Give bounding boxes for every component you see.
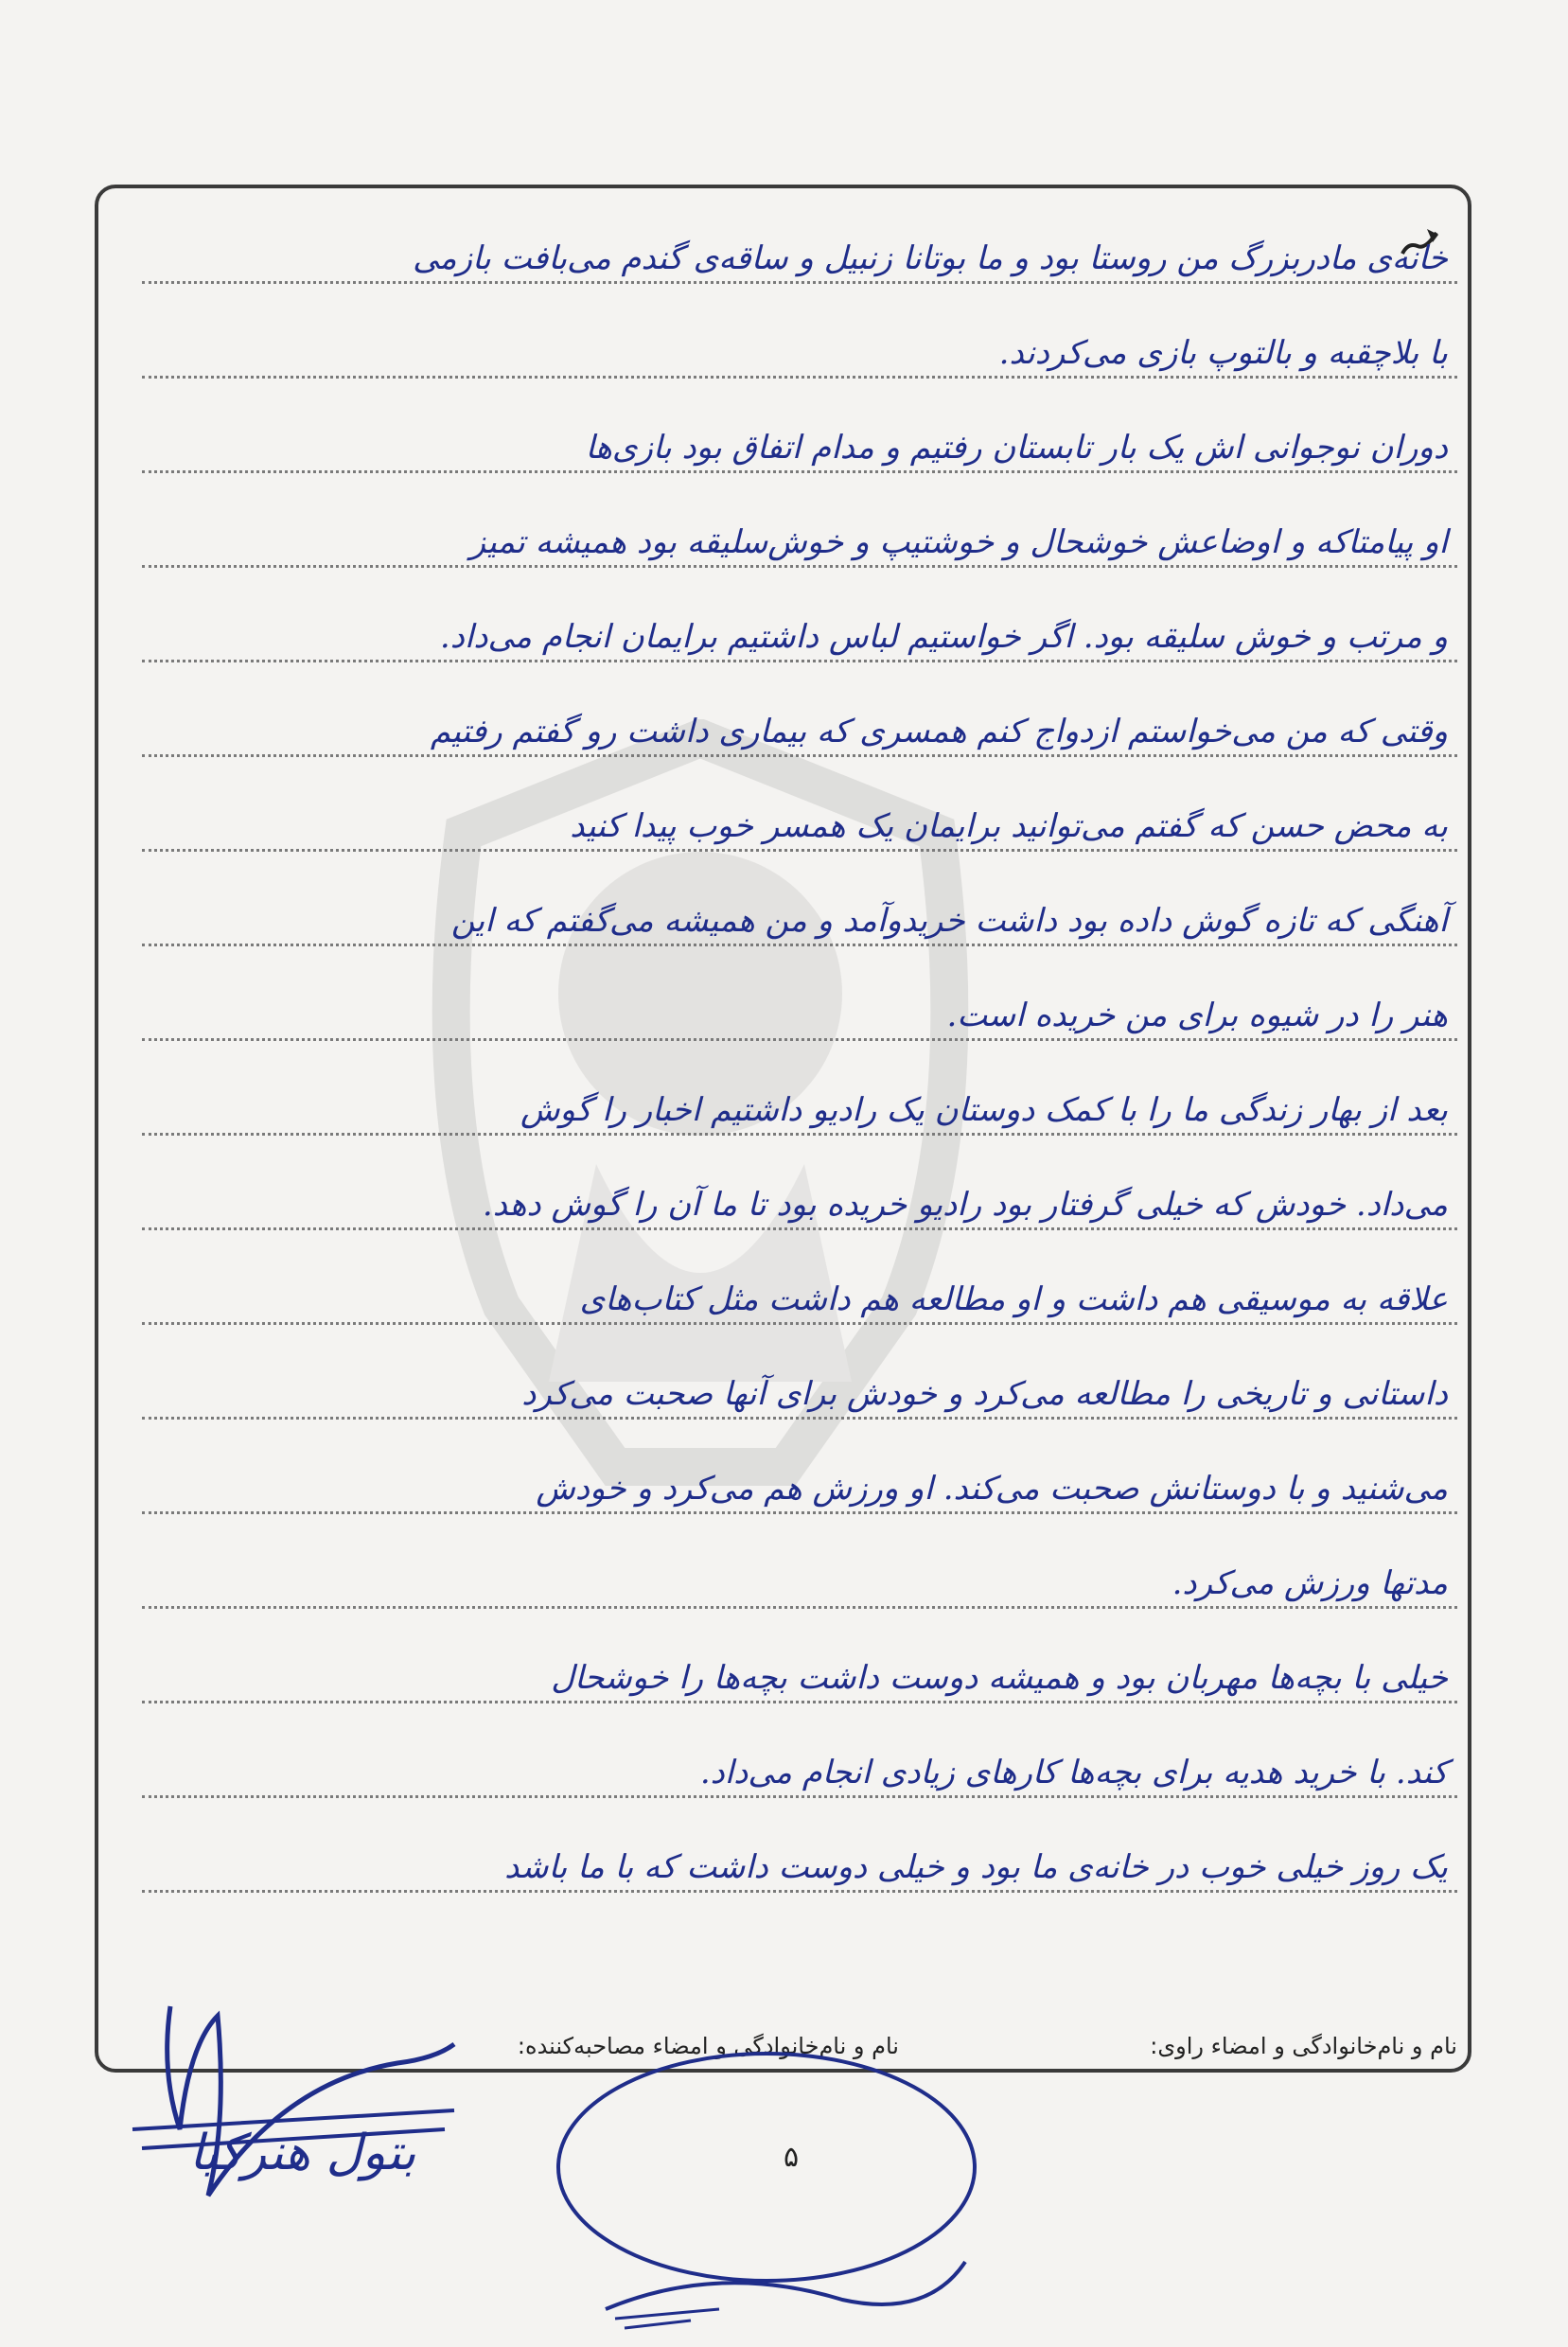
handwriting-line — [142, 1041, 1457, 1136]
handwriting-text: مدتها ورزش می‌کرد. — [1172, 1564, 1448, 1602]
handwriting-line — [142, 662, 1457, 757]
handwriting-text: می‌شنید و با دوستانش صحبت می‌کند. او ورزش هم می‌کرد و خودش — [536, 1470, 1448, 1508]
handwriting-line — [142, 1420, 1457, 1514]
handwriting-line — [142, 1230, 1457, 1325]
handwriting-text: هنر را در شیوه برای من خریده است. — [946, 997, 1448, 1034]
handwriting-line — [142, 1798, 1457, 1893]
handwriting-text: خیلی با بچه‌ها مهربان بود و همیشه دوست داشت بچه‌ها را خوشحال — [551, 1659, 1448, 1697]
handwriting-line — [142, 1325, 1457, 1420]
interviewer-signature-label: نام و نام‌خانوادگی و امضاء مصاحبه‌کننده: — [517, 2033, 899, 2059]
handwriting-line — [142, 1136, 1457, 1230]
handwriting-text: علاقه به موسیقی هم داشت و او مطالعه هم داشت مثل کتاب‌های — [579, 1280, 1448, 1318]
handwritten-lines — [142, 189, 1457, 1893]
handwriting-line — [142, 757, 1457, 852]
handwriting-line — [142, 1514, 1457, 1609]
handwriting-line — [142, 379, 1457, 473]
handwriting-line — [142, 1703, 1457, 1798]
narrator-signature-label: نام و نام‌خانوادگی و امضاء راوی: — [1150, 2033, 1457, 2059]
handwriting-line — [142, 1609, 1457, 1703]
handwriting-text: و مرتب و خوش سلیقه بود. اگر خواستیم لباس داشتیم برایمان انجام می‌داد. — [439, 618, 1448, 656]
handwriting-text: وقتی که من می‌خواستم ازدواج کنم همسری که بیماری داشت رو گفتم رفتیم — [430, 713, 1448, 750]
handwriting-text: او پیامتاکه و اوضاعش خوشحال و خوشتیپ و خوش‌سلیقه بود همیشه تمیز — [469, 523, 1448, 561]
page-number: ۵ — [784, 2141, 800, 2174]
handwriting-line — [142, 852, 1457, 946]
handwriting-text: با بلاچقبه و بالتوپ بازی می‌کردند. — [998, 334, 1448, 372]
handwriting-text: بعد از بهار زندگی ما را با کمک دوستان یک رادیو داشتیم اخبار را گوش — [520, 1091, 1448, 1129]
handwriting-text: یک روز خیلی خوب در خانه‌ی ما بود و خیلی دوست داشت که با ما باشد — [504, 1848, 1448, 1886]
handwriting-line — [142, 473, 1457, 568]
narrator-signature — [114, 1987, 511, 2233]
handwriting-text: داستانی و تاریخی را مطالعه می‌کرد و خودش برای آنها صحبت می‌کرد — [521, 1375, 1448, 1413]
handwriting-text: دوران نوجوانی اش یک بار تابستان رفتیم و مدام اتفاق بود بازی‌ها — [585, 429, 1448, 467]
handwriting-text: کند. با خرید هدیه برای بچه‌ها کارهای زیادی انجام می‌داد. — [699, 1754, 1448, 1791]
handwriting-text: می‌داد. خودش که خیلی گرفتار بود رادیو خریده بود تا ما آن را گوش دهد. — [482, 1186, 1448, 1224]
handwriting-text: خانه‌ی مادربزرگ من روستا بود و ما بوتانا زنبیل و ساقه‌ی گندم می‌بافت بازمی — [413, 239, 1448, 277]
narrator-name-handwritten: بتول هنرکیا — [189, 2125, 416, 2181]
handwriting-line — [142, 946, 1457, 1041]
handwriting-line — [142, 568, 1457, 662]
handwriting-line — [142, 189, 1457, 284]
handwriting-line — [142, 284, 1457, 379]
interviewer-signature — [530, 2025, 1003, 2338]
handwriting-text: به محض حسن که گفتم می‌توانید برایمان یک همسر خوب پیدا کنید — [570, 807, 1448, 845]
handwriting-text: آهنگی که تازه گوش داده بود داشت خریدوآمد و من همیشه می‌گفتم که این — [450, 902, 1448, 940]
